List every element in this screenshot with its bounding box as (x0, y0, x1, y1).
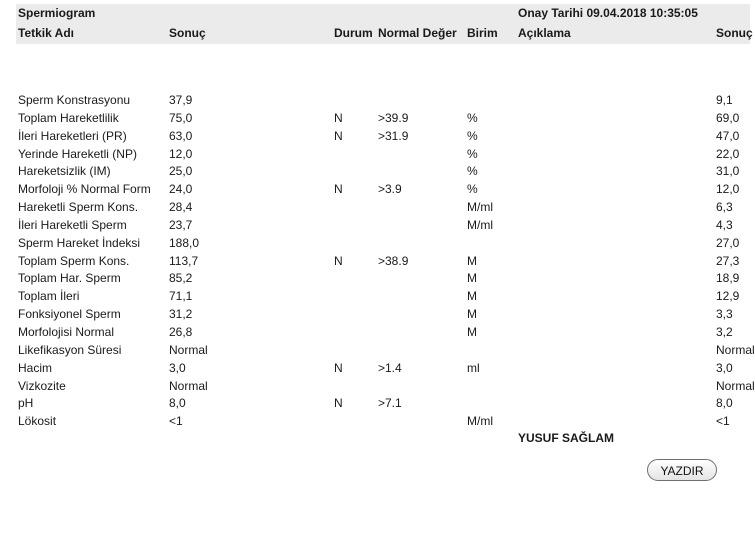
result-value: 85,2 (169, 271, 193, 286)
test-name: Morfolojisi Normal (18, 324, 115, 339)
status-flag: N (334, 182, 343, 197)
test-name: Toplam Sperm Kons. (18, 253, 130, 268)
approval-date: Onay Tarihi 09.04.2018 10:35:05 (518, 6, 698, 20)
normal-range: >38.9 (378, 253, 409, 268)
result-value: 31,2 (169, 307, 193, 322)
status-flag: N (334, 360, 343, 375)
test-name: İleri Hareketleri (PR) (18, 128, 127, 143)
normal-range: >39.9 (378, 110, 409, 125)
table-row (0, 235, 750, 253)
result-value: 71,1 (169, 289, 193, 304)
result-value: 12,0 (169, 146, 193, 161)
report-title: Spermiogram (18, 6, 96, 20)
result-value: 8,0 (169, 396, 186, 411)
test-name: Toplam İleri (18, 289, 80, 304)
result-value: 28,4 (169, 200, 193, 215)
table-row (0, 163, 750, 181)
column-header-prev-result: Sonuç (716, 26, 753, 40)
previous-result: 27,3 (716, 253, 740, 268)
previous-result: 18,9 (716, 271, 740, 286)
result-value: 3,0 (169, 360, 186, 375)
physician-signature: YUSUF SAĞLAM (518, 431, 614, 445)
status-flag: N (334, 253, 343, 268)
previous-result: 3,3 (716, 307, 733, 322)
table-row (0, 342, 755, 360)
test-name: Toplam Hareketlilik (18, 110, 119, 125)
result-value: 188,0 (169, 235, 200, 250)
unit: M (467, 253, 477, 268)
result-value: 23,7 (169, 217, 193, 232)
test-name: Yerinde Hareketli (NP) (18, 146, 137, 161)
print-button[interactable]: YAZDIR (647, 459, 717, 481)
table-row (0, 181, 750, 199)
previous-result: <1 (716, 414, 730, 429)
previous-result: Normal (716, 342, 755, 357)
column-header-status: Durum (334, 26, 373, 40)
result-value: 25,0 (169, 164, 193, 179)
previous-result: 47,0 (716, 128, 740, 143)
previous-result: 22,0 (716, 146, 740, 161)
table-row (0, 413, 750, 431)
table-row (0, 360, 750, 378)
table-row (0, 253, 750, 271)
result-value: 113,7 (169, 253, 199, 268)
column-header-description: Açıklama (518, 26, 571, 40)
table-row (0, 395, 750, 413)
unit: % (467, 146, 478, 161)
previous-result: 3,2 (716, 324, 733, 339)
table-row (0, 378, 755, 396)
normal-range: >3.9 (378, 182, 402, 197)
test-name: Hacim (18, 360, 53, 375)
unit: M/ml (467, 217, 493, 232)
result-value: 26,8 (169, 324, 193, 339)
test-name: Fonksiyonel Sperm (18, 307, 121, 322)
previous-result: 31,0 (716, 164, 740, 179)
table-row (0, 288, 750, 306)
status-flag: N (334, 396, 343, 411)
result-value: Normal (169, 378, 208, 393)
test-name: Vizkozite (18, 378, 66, 393)
unit: ml (467, 360, 480, 375)
unit: M/ml (467, 414, 493, 429)
previous-result: 69,0 (716, 110, 740, 125)
table-row (0, 146, 750, 164)
result-value: 75,0 (169, 110, 193, 125)
table-row (0, 270, 750, 288)
result-value: <1 (169, 414, 183, 429)
test-name: Toplam Har. Sperm (18, 271, 121, 286)
column-header-unit: Birim (467, 26, 498, 40)
column-header-result: Sonuç (169, 26, 206, 40)
test-name: Sperm Hareket İndeksi (18, 235, 141, 250)
test-name: pH (18, 396, 34, 411)
column-header-test-name: Tetkik Adı (18, 26, 75, 40)
unit: M (467, 324, 477, 339)
result-value: Normal (169, 342, 208, 357)
unit: M (467, 289, 477, 304)
unit: M (467, 307, 477, 322)
table-row (0, 110, 750, 128)
result-value: 63,0 (169, 128, 193, 143)
previous-result: 12,0 (716, 182, 740, 197)
test-name: Lökosit (18, 414, 57, 429)
previous-result: 6,3 (716, 200, 733, 215)
unit: % (467, 164, 478, 179)
status-flag: N (334, 128, 343, 143)
table-row (0, 306, 750, 324)
unit: % (467, 110, 478, 125)
test-name: Sperm Konstrasyonu (18, 93, 131, 107)
unit: M (467, 271, 477, 286)
unit: M/ml (467, 200, 493, 215)
unit: % (467, 128, 478, 143)
normal-range: >7.1 (378, 396, 402, 411)
column-header-normal-value: Normal Değer (378, 26, 457, 40)
table-row (0, 324, 750, 342)
previous-result: 27,0 (716, 235, 740, 250)
previous-result: 12,9 (716, 289, 740, 304)
previous-result: Normal (716, 378, 755, 393)
result-value: 24,0 (169, 182, 193, 197)
previous-result: 4,3 (716, 217, 733, 232)
table-row (0, 128, 750, 146)
test-name: Hareketli Sperm Kons. (18, 200, 139, 215)
table-row (0, 92, 750, 110)
previous-result: 9,1 (716, 93, 733, 107)
test-name: Morfoloji % Normal Form (18, 182, 151, 197)
previous-result: 8,0 (716, 396, 733, 411)
normal-range: >1.4 (378, 360, 402, 375)
table-row (0, 217, 750, 235)
previous-result: 3,0 (716, 360, 733, 375)
normal-range: >31.9 (378, 128, 409, 143)
status-flag: N (334, 110, 343, 125)
test-name: İleri Hareketli Sperm (18, 217, 127, 232)
results-table (0, 92, 755, 431)
unit: % (467, 182, 478, 197)
test-name: Likefikasyon Süresi (18, 342, 122, 357)
table-row (0, 199, 750, 217)
result-value: 37,9 (169, 93, 193, 107)
test-name: Hareketsizlik (IM) (18, 164, 111, 179)
